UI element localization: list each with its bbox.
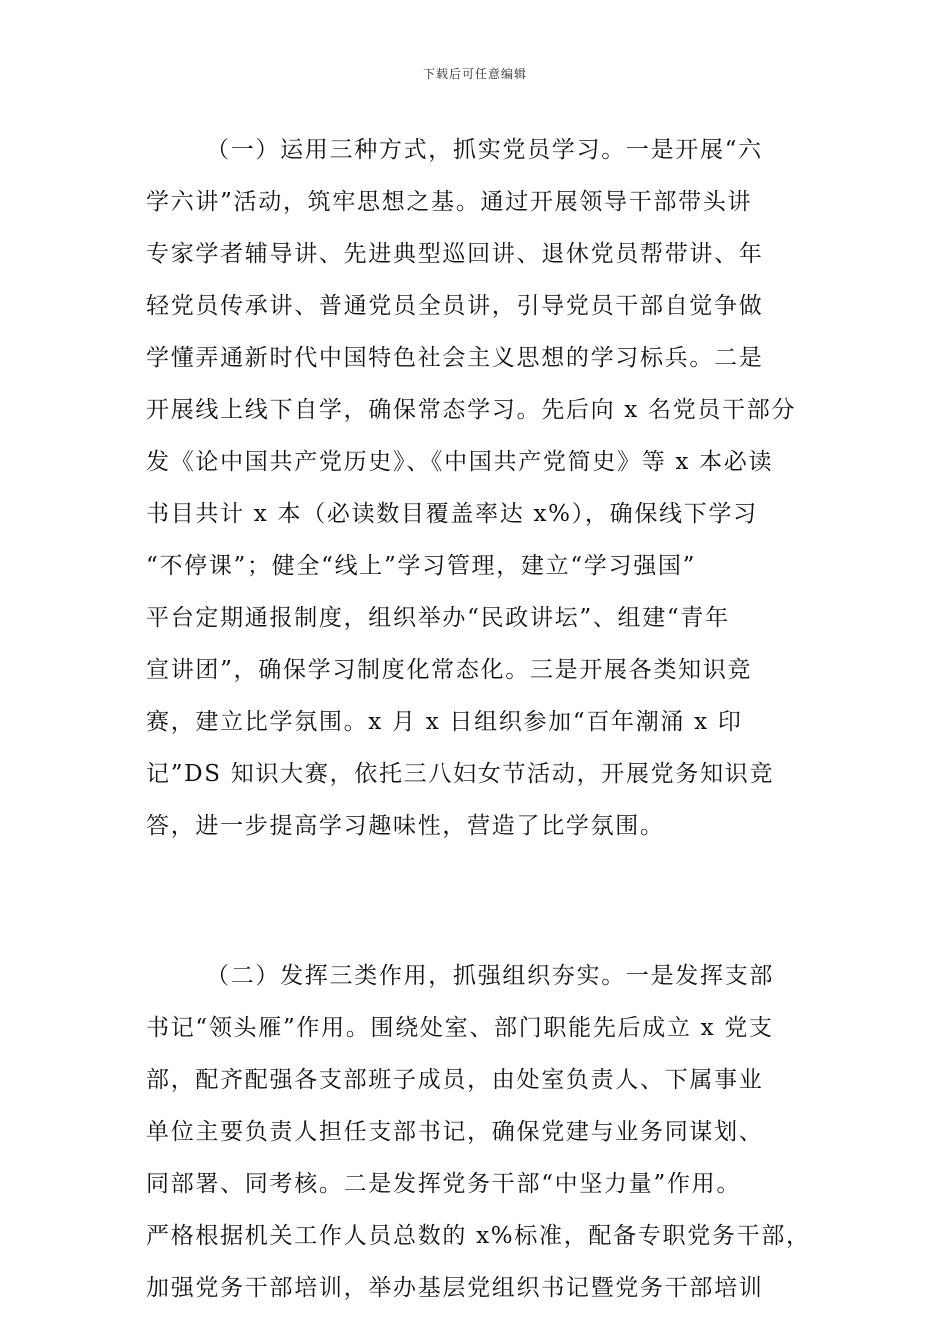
document-body [146,124,830,1314]
paragraph-line: “不停课”；健全“线上”学习管理，建立“学习强国” [146,553,697,579]
paragraph-line: 学六讲”活动，筑牢思想之基。通过开展领导干部带头讲 [146,189,753,215]
paragraph-line: 轻党员传承讲、普通党员全员讲，引导党员干部自觉争做 [146,293,764,319]
paragraph-line: 学懂弄通新时代中国特色社会主义思想的学习标兵。二是 [146,345,764,371]
paragraph-line: 加强党务干部培训，举办基层党组织书记暨党务干部培训 [146,1275,764,1301]
paragraph-2 [146,950,830,1314]
paragraph-line: 书记“领头雁”作用。围绕处室、部门职能先后成立 x 党支 [146,1015,774,1041]
paragraph-line: 宣讲团”，确保学习制度化常态化。三是开展各类知识竞 [146,657,753,683]
paragraph-line: 开展线上线下自学，确保常态学习。先后向 x 名党员干部分 [146,397,797,423]
paragraph-line: 严格根据机关工作人员总数的 x%标准，配备专职党务干部， [146,1223,811,1249]
paragraph-line: 记”DS 知识大赛，依托三八妇女节活动，开展党务知识竞 [146,761,775,787]
paragraph-gap [146,852,830,950]
page-header: 下载后可任意编辑 [422,67,527,81]
paragraph-line: 单位主要负责人担任支部书记，确保党建与业务同谋划、 [146,1119,764,1145]
paragraph-line: 答，进一步提高学习趣味性，营造了比学氛围。 [146,813,665,839]
paragraph-line: 专家学者辅导讲、先进典型巡回讲、退休党员帮带讲、年 [146,241,764,267]
paragraph-line: （二）发挥三类作用，抓强组织夯实。一是发挥支部 [206,963,775,989]
paragraph-line: 赛，建立比学氛围。x 月 x 日组织参加“百年潮涌 x 印 [146,709,743,735]
paragraph-line: 部，配齐配强各支部班子成员，由处室负责人、下属事业 [146,1067,764,1093]
paragraph-line: 书目共计 x 本（必读数目覆盖率达 x%），确保线下学习 [146,501,758,527]
paragraph-line: 同部署、同考核。二是发挥党务干部“中坚力量”作用。 [146,1171,742,1197]
paragraph-line: （一）运用三种方式，抓实党员学习。一是开展“六 [206,137,763,163]
paragraph-line: 平台定期通报制度，组织举办“民政讲坛”、组建“青年 [146,605,730,631]
paragraph-line: 发《论中国共产党历史》、《中国共产党简史》等 x 本必读 [146,449,774,475]
paragraph-1 [146,124,830,852]
